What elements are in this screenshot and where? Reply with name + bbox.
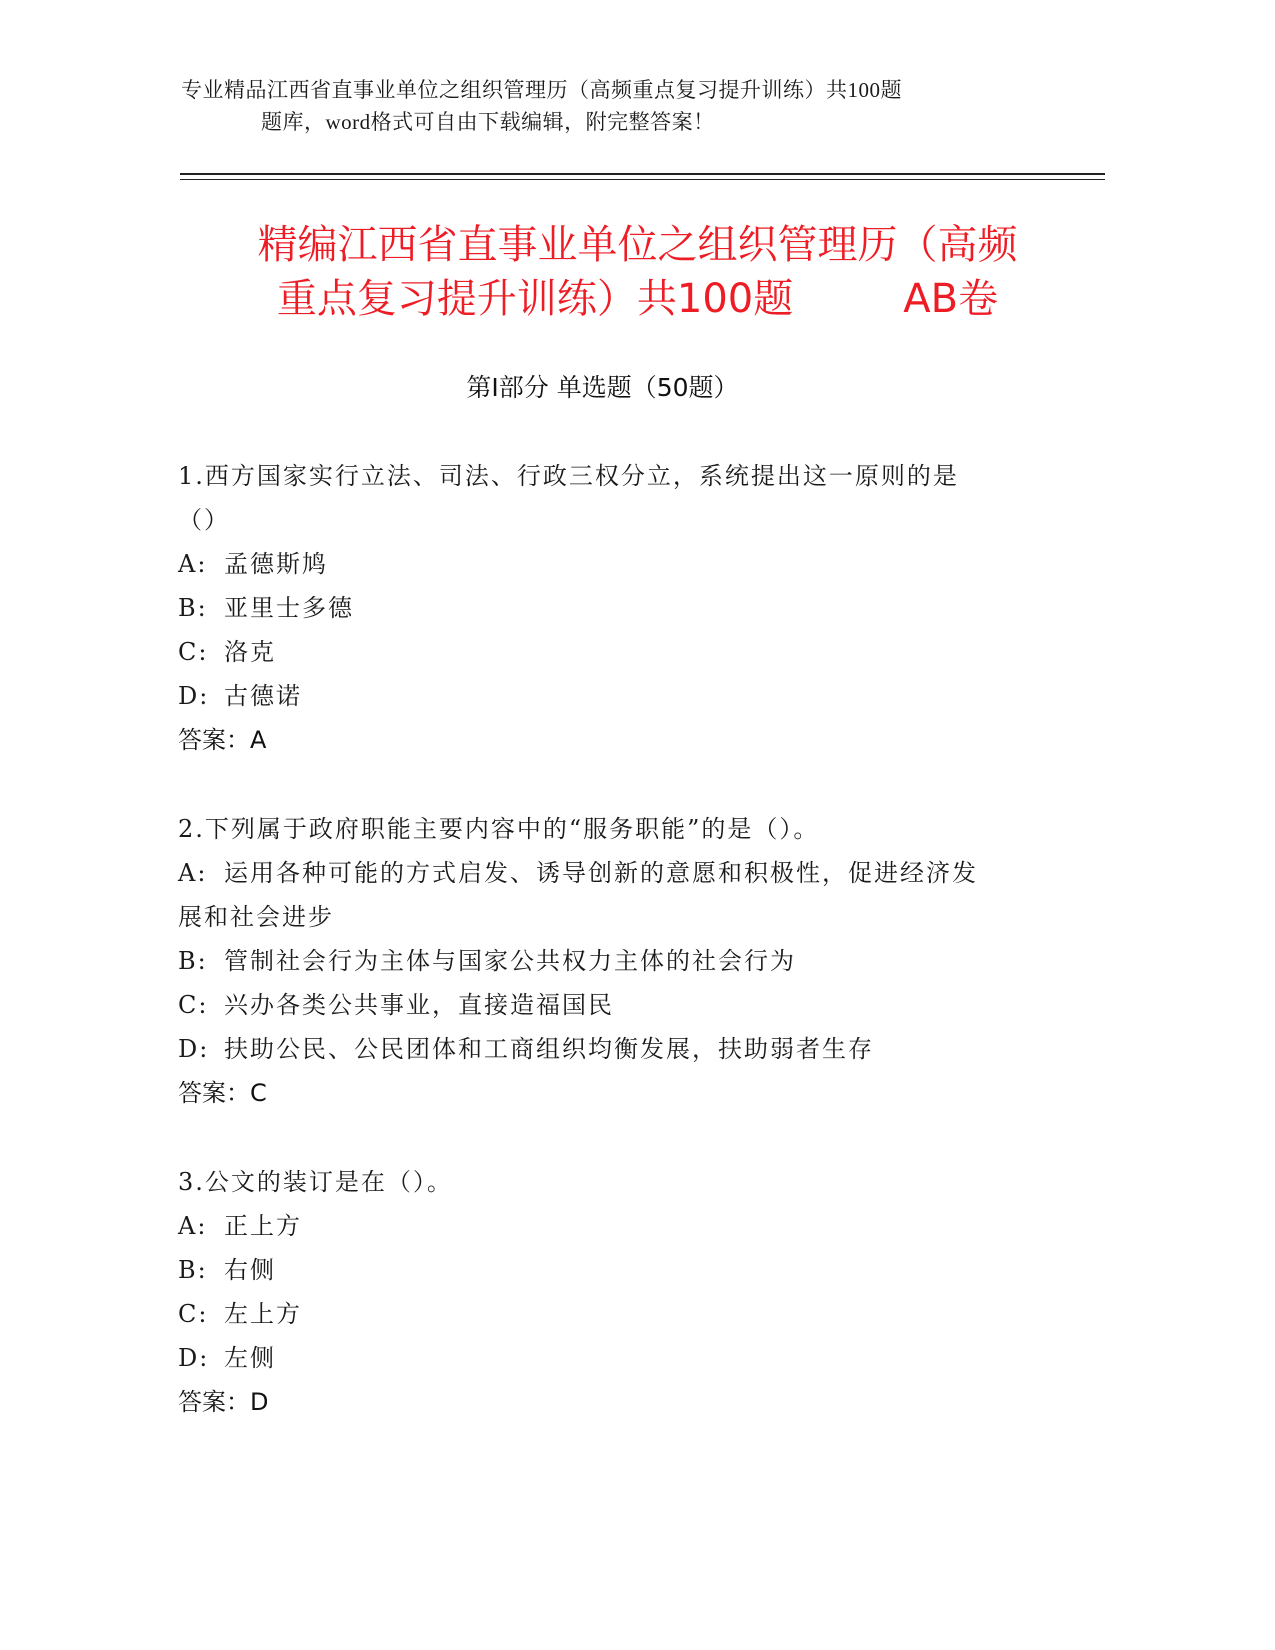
option-a-continued: 展和社会进步 bbox=[178, 903, 334, 931]
option-letter: B: bbox=[178, 594, 208, 622]
option-text: 兴办各类公共事业，直接造福国民 bbox=[224, 991, 614, 1019]
option-d bbox=[178, 1336, 1038, 1380]
option-d bbox=[178, 674, 1038, 718]
option-text: 左上方 bbox=[224, 1300, 302, 1328]
option-letter: D: bbox=[178, 1035, 210, 1063]
option-a bbox=[178, 1204, 1038, 1248]
option-letter: C: bbox=[178, 638, 209, 666]
option-letter: A: bbox=[178, 1212, 208, 1240]
document-title-line2 bbox=[150, 272, 1125, 326]
header-divider-thin bbox=[180, 179, 1105, 180]
header-divider-thick bbox=[180, 173, 1105, 175]
option-letter: A: bbox=[178, 550, 208, 578]
option-c bbox=[178, 630, 1038, 674]
option-c bbox=[178, 1292, 1038, 1336]
question-1 bbox=[178, 454, 1038, 762]
option-letter: D: bbox=[178, 1344, 210, 1372]
option-letter: A: bbox=[178, 859, 208, 887]
answer-label: 答案：A bbox=[178, 726, 267, 754]
option-text: 正上方 bbox=[224, 1212, 302, 1240]
option-b bbox=[178, 1248, 1038, 1292]
question-stem: 1.西方国家实行立法、司法、行政三权分立，系统提出这一原则的是 bbox=[178, 462, 959, 490]
option-text: 运用各种可能的方式启发、诱导创新的意愿和积极性，促进经济发 bbox=[224, 859, 978, 887]
document-title-line2-main: 重点复习提升训练）共100题 bbox=[276, 276, 794, 322]
section-title: 第Ⅰ部分 单选题（50题） bbox=[466, 373, 739, 402]
option-letter: C: bbox=[178, 1300, 209, 1328]
option-text: 亚里士多德 bbox=[224, 594, 354, 622]
option-letter: D: bbox=[178, 682, 210, 710]
option-a bbox=[178, 851, 1038, 895]
option-letter: C: bbox=[178, 991, 209, 1019]
question-list bbox=[178, 454, 1038, 1469]
option-text: 左侧 bbox=[224, 1344, 276, 1372]
option-text: 管制社会行为主体与国家公共权力主体的社会行为 bbox=[224, 947, 796, 975]
question-stem-continued: （） bbox=[178, 506, 230, 534]
option-text: 孟德斯鸠 bbox=[224, 550, 328, 578]
document-title bbox=[150, 218, 1125, 326]
option-d bbox=[178, 1027, 1038, 1071]
document-title-suffix: AB卷 bbox=[903, 276, 999, 322]
header-note-line1: 专业精品江西省直事业单位之组织管理历（高频重点复习提升训练）共100题 bbox=[181, 78, 902, 102]
question-stem: 2.下列属于政府职能主要内容中的“服务职能”的是（）。 bbox=[178, 815, 820, 843]
document-title-line1: 精编江西省直事业单位之组织管理历（高频 bbox=[257, 222, 1018, 268]
option-text: 扶助公民、公民团体和工商组织均衡发展，扶助弱者生存 bbox=[224, 1035, 874, 1063]
question-2 bbox=[178, 807, 1038, 1115]
question-3 bbox=[178, 1160, 1038, 1424]
question-stem: 3.公文的装订是在（）。 bbox=[178, 1168, 453, 1196]
option-text: 古德诺 bbox=[224, 682, 302, 710]
option-text: 右侧 bbox=[224, 1256, 276, 1284]
header-note-line2: 题库，word格式可自由下载编辑，附完整答案！ bbox=[261, 110, 715, 134]
option-text: 洛克 bbox=[224, 638, 276, 666]
option-letter: B: bbox=[178, 1256, 208, 1284]
option-letter: B: bbox=[178, 947, 208, 975]
answer-label: 答案：D bbox=[178, 1388, 269, 1416]
option-c bbox=[178, 983, 1038, 1027]
option-a bbox=[178, 542, 1038, 586]
answer-label: 答案：C bbox=[178, 1079, 267, 1107]
option-b bbox=[178, 586, 1038, 630]
header-note bbox=[181, 74, 1021, 138]
option-b bbox=[178, 939, 1038, 983]
